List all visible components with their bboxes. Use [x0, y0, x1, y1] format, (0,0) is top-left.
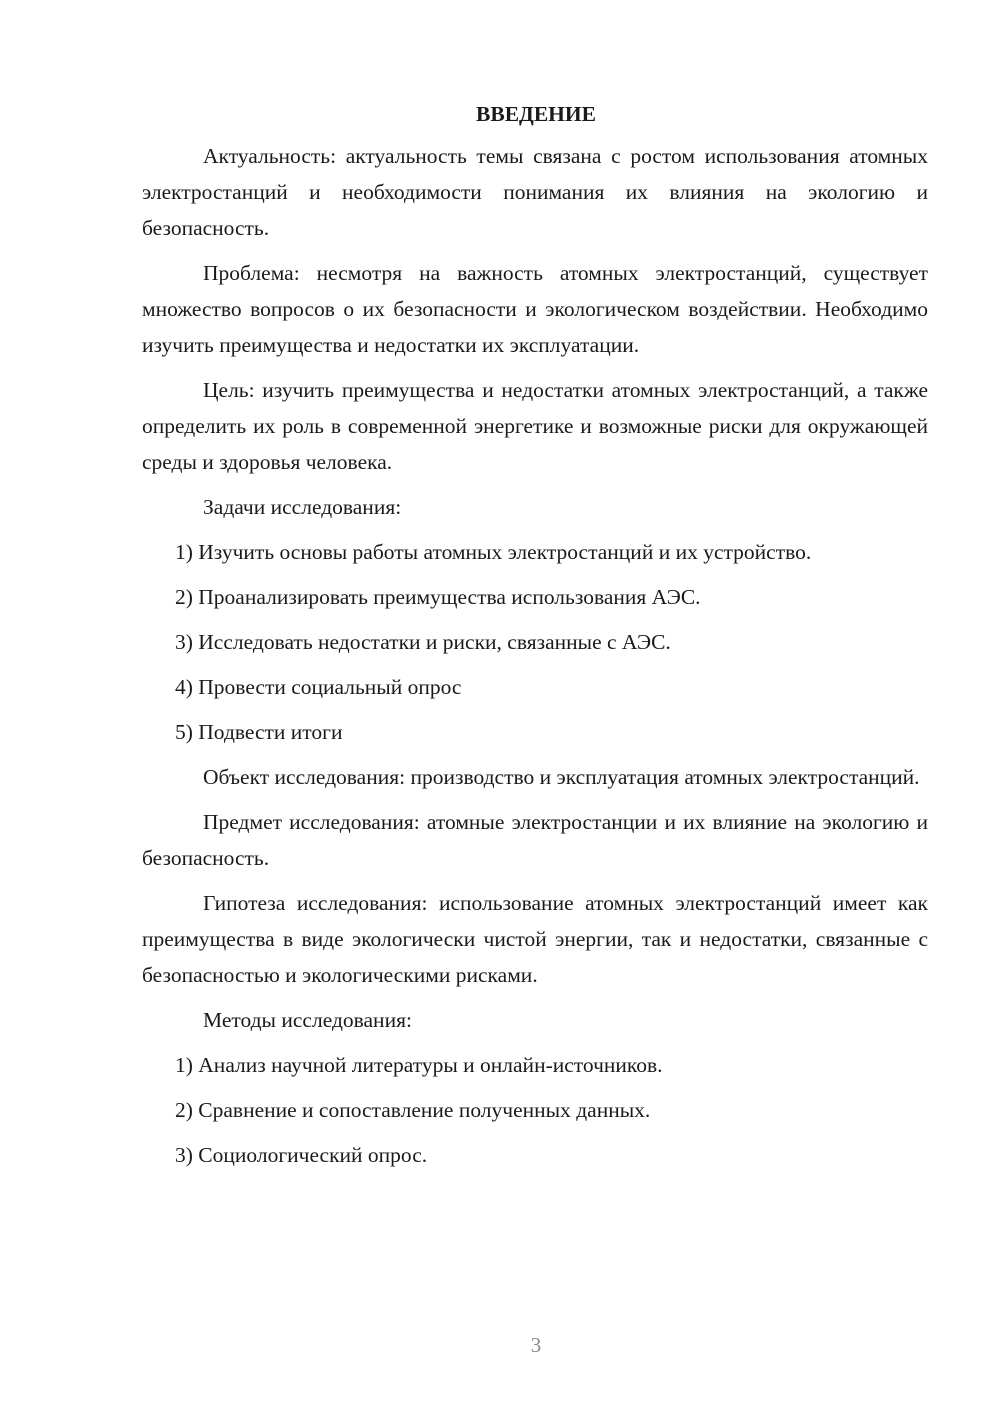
hypothesis-paragraph: Гипотеза исследования: использование атомных электростанций имеет как преимущества в виде экологически чистой энергии, так и недостатки, связанные с безопасностью и экологическими рисками. [142, 891, 928, 987]
goal-paragraph: Цель: изучить преимущества и недостатки атомных электростанций, а также определить их роль в современной энергетике и возможные риски для окружающей среды и здоровья человека. [142, 378, 928, 474]
task-item: 5) Подвести итоги [175, 720, 343, 744]
subject-paragraph: Предмет исследования: атомные электростанции и их влияние на экологию и безопасность. [142, 810, 928, 870]
method-item: 1) Анализ научной литературы и онлайн-источников. [175, 1053, 663, 1077]
object-paragraph: Объект исследования: производство и эксплуатация атомных электростанций. [203, 765, 920, 789]
methods-heading: Методы исследования: [203, 1008, 412, 1032]
task-item: 4) Провести социальный опрос [175, 675, 462, 699]
section-title: ВВЕДЕНИЕ [476, 102, 596, 126]
task-item: 3) Исследовать недостатки и риски, связанные с АЭС. [175, 630, 671, 654]
method-item: 2) Сравнение и сопоставление полученных данных. [175, 1098, 651, 1122]
task-item: 2) Проанализировать преимущества использования АЭС. [175, 585, 701, 609]
task-item: 1) Изучить основы работы атомных электростанций и их устройство. [175, 540, 812, 564]
method-item: 3) Социологический опрос. [175, 1143, 428, 1167]
page-number: 3 [530, 1333, 542, 1357]
document-body [142, 96, 928, 1182]
tasks-heading: Задачи исследования: [203, 495, 402, 519]
relevance-paragraph: Актуальность: актуальность темы связана с ростом использования атомных электростанций и необходимости понимания их влияния на экологию и безопасность. [142, 144, 928, 240]
problem-paragraph: Проблема: несмотря на важность атомных электростанций, существует множество вопросов о их безопасности и экологическом воздействии. Необходимо изучить преимущества и недостатки их эксплуатации. [142, 261, 928, 357]
